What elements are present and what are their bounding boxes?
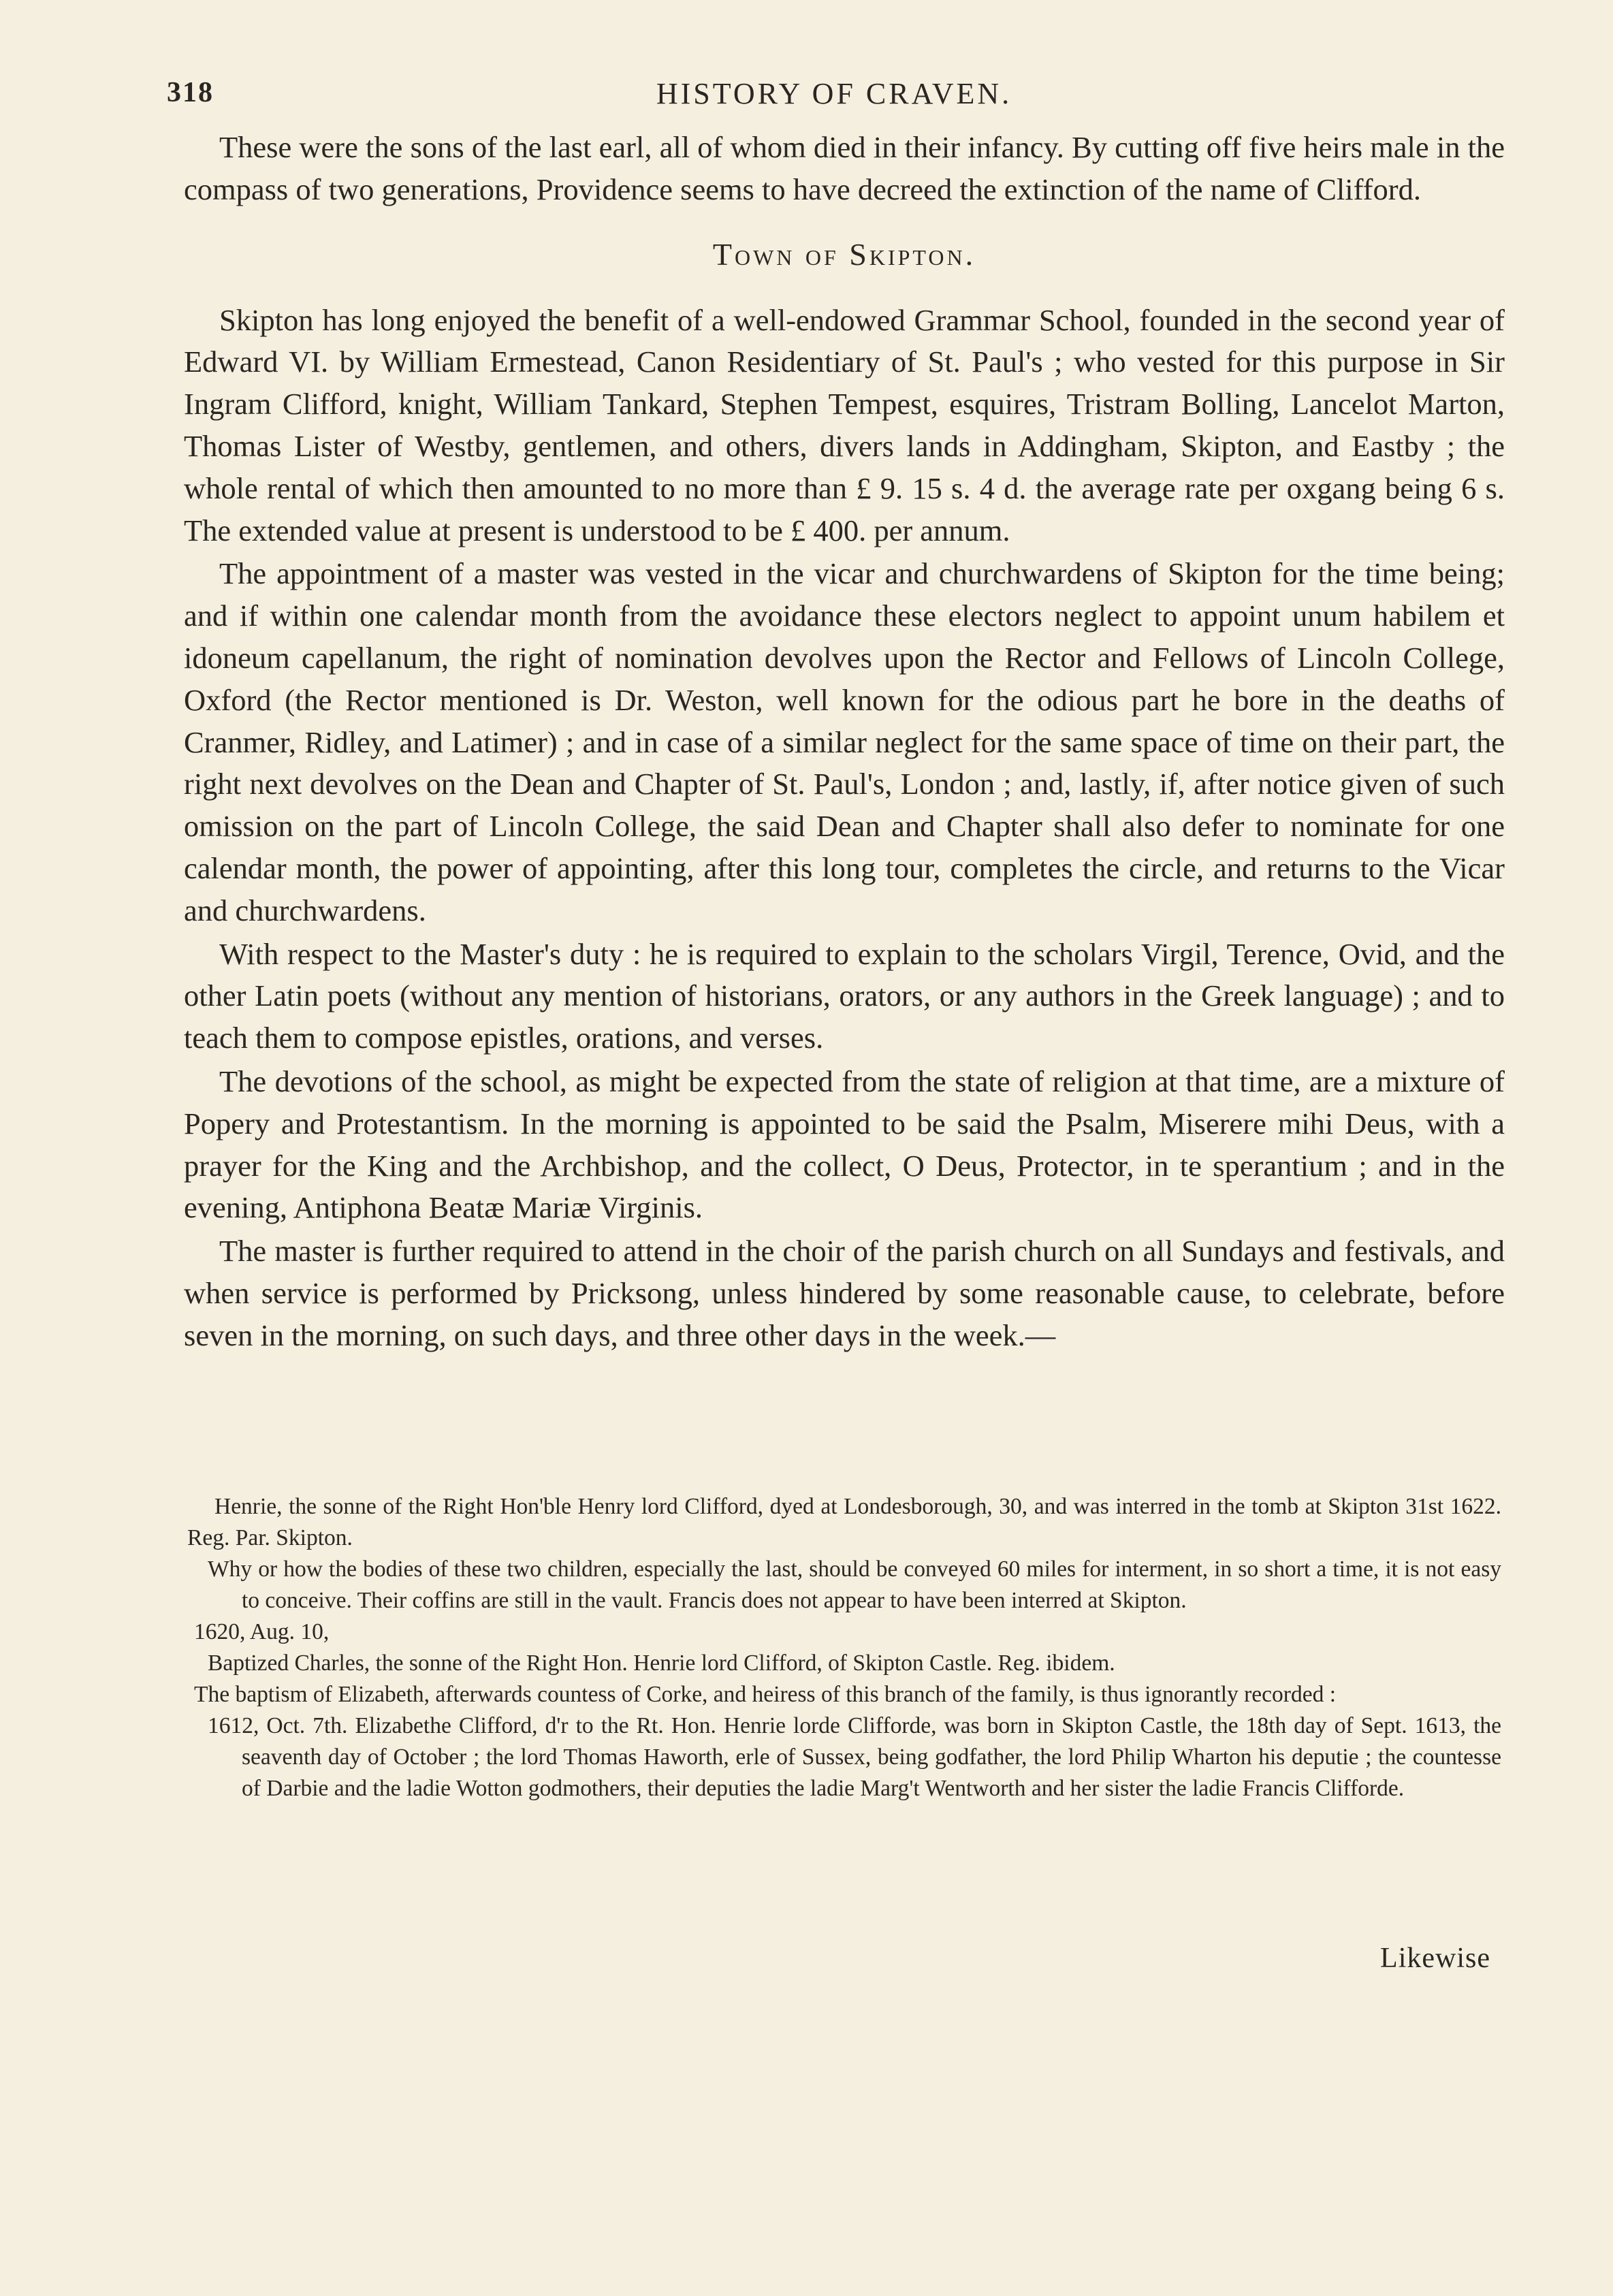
footnotes bbox=[167, 1491, 1501, 1804]
paragraph-sons-of-earl: These were the sons of the last earl, all of whom died in their infancy. By cutting off five heirs male in the compass of two generations, Providence seems to have decreed the extinction of the name of Clifford. bbox=[184, 130, 1505, 206]
footnote-baptism-elizabeth: The baptism of Elizabeth, afterwards countess of Corke, and heiress of this branch of the family, is thus ignorantly recorded : bbox=[194, 1682, 1336, 1707]
paragraph-devotions: The devotions of the school, as might be expected from the state of religion at that time, are a mixture of Popery and Protestantism. In the morning is appointed to be said the Psalm, Miserere mihi Deus, with a prayer for the King and the Archbishop, and the collect, O Deus, Protector, in te sperantium ; and in the evening, Antiphona Beatæ Mariæ Virginis. bbox=[184, 1064, 1505, 1225]
paragraph-appointment: The appointment of a master was vested in the vicar and churchwardens of Skipton for the time being; and if within one calendar month from the avoidance these electors neglect to appoint unum habilem et idoneum capellanum, the right of nomination devolves upon the Rector and Fellows of Lincoln College, Oxford (the Rector mentioned is Dr. Weston, well known for the odious part he bore in the deaths of Cranmer, Ridley, and Latimer) ; and in case of a similar neglect for the same space of time on their part, the right next devolves on the Dean and Chapter of St. Paul's, London ; and, lastly, if, after notice given of such omission on the part of Lincoln College, the said Dean and Chapter shall also defer to nominate for one calendar month, the power of appointing, after this long tour, completes the circle, and returns to the Vicar and churchwardens. bbox=[184, 556, 1505, 927]
paragraph-grammar-school: Skipton has long enjoyed the benefit of a well-endowed Grammar School, founded in the second year of Edward VI. by William Ermestead, Canon Residentiary of St. Paul's ; who vested for this purpose in Sir Ingram Clifford, knight, William Tankard, Stephen Tempest, esquires, Tristram Bolling, Lancelot Marton, Thomas Lister of Westby, gentlemen, and others, divers lands in Addingham, Skipton, and Eastby ; the whole rental of which then amounted to no more than £ 9. 15 s. 4 d. the average rate per oxgang being 6 s. The extended value at present is understood to be £ 400. per annum. bbox=[184, 302, 1505, 547]
footnote-elizabethe-clifford: 1612, Oct. 7th. Elizabethe Clifford, d'r to the Rt. Hon. Henrie lorde Clifforde, was born in Skipton Castle, the 18th day of Sept. 1613, the seaventh day of October ; the lord Thomas Haworth, erle of Sussex, being godfather, the lord Philip Wharton his deputie ; the countesse of Darbie and the ladie Wotton godmothers, their deputies the ladie Marg't Wentworth and her sister the ladie Francis Clifforde. bbox=[208, 1713, 1501, 1801]
running-title: HISTORY OF CRAVEN. bbox=[656, 77, 1012, 110]
main-text bbox=[184, 127, 1505, 1357]
footnote-baptized-charles: Baptized Charles, the sonne of the Right Hon. Henrie lord Clifford, of Skipton Castle. Reg. ibidem. bbox=[208, 1651, 1115, 1676]
page-number: 318 bbox=[167, 77, 214, 108]
catchword: Likewise bbox=[1380, 1943, 1490, 1974]
footnote-why-or-how: Why or how the bodies of these two children, especially the last, should be conveyed 60 miles for interment, in so short a time, it is not easy to conceive. Their coffins are still in the vault. Francis does not appear to have been interred at Skipton. bbox=[208, 1557, 1501, 1613]
section-heading: Town of Skipton. bbox=[712, 236, 976, 272]
footnote-date-1620: 1620, Aug. 10, bbox=[194, 1619, 330, 1644]
footnote-henrie: Henrie, the sonne of the Right Hon'ble Henry lord Clifford, dyed at Londesborough, 30, and was interred in the tomb at Skipton 31st 1622. Reg. Par. Skipton. bbox=[187, 1494, 1501, 1550]
page-header bbox=[167, 76, 1501, 117]
paragraph-choir: The master is further required to attend in the choir of the parish church on all Sundays and festivals, and when service is performed by Pricksong, unless hindered by some reasonable cause, to celebrate, before seven in the morning, on such days, and three other days in the week.— bbox=[184, 1234, 1505, 1352]
paragraph-master-duty: With respect to the Master's duty : he is required to explain to the scholars Virgil, Terence, Ovid, and the other Latin poets (without any mention of historians, orators, or any authors in the Greek language) ; and to teach them to compose epistles, orations, and verses. bbox=[184, 936, 1505, 1055]
